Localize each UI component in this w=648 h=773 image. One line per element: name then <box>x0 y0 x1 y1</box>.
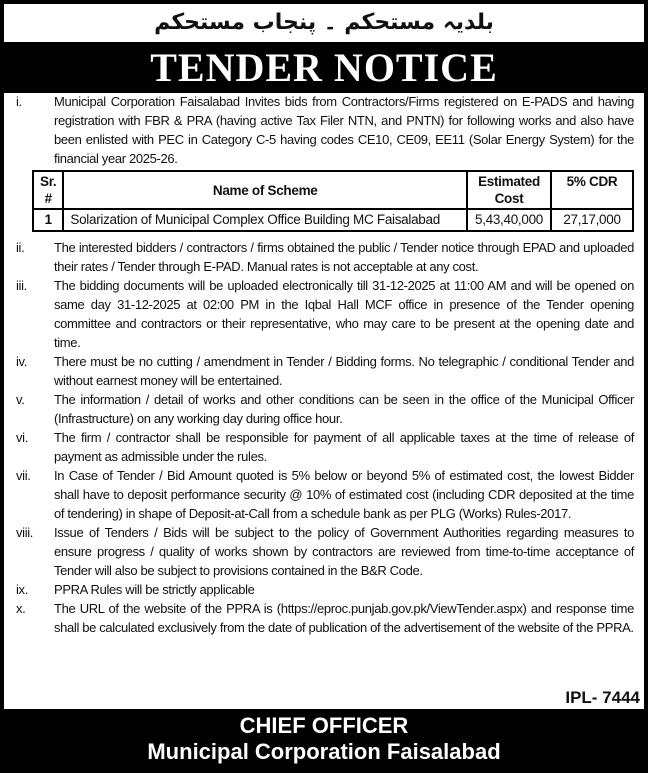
cell-sr: 1 <box>33 209 63 231</box>
clause-number: iv. <box>16 354 27 369</box>
header-name: Name of Scheme <box>63 171 467 209</box>
clause-number: i. <box>16 94 22 109</box>
header-sr: Sr. # <box>33 171 63 209</box>
clause-number: ix. <box>16 582 28 597</box>
clause-number: v. <box>16 392 25 407</box>
header-cdr: 5% CDR <box>551 171 633 209</box>
notice-title: TENDER NOTICE <box>4 42 644 93</box>
clause-number: viii. <box>16 525 34 540</box>
cell-cdr: 27,17,000 <box>551 209 633 231</box>
table-header-row <box>33 171 633 209</box>
clause-ii <box>4 238 644 276</box>
clause-number: iii. <box>16 278 27 293</box>
clause-text: The bidding documents will be uploaded electronically till 31-12-2025 at 11:00 AM and will be opened on same day 31-12-2025 at 02:00 PM in the Iqbal Hall MCF office in presence of the Tender opening committee and contractors or their representative, who may care to be present at the opening date and time. <box>54 278 634 350</box>
clause-i <box>4 92 644 168</box>
signature-block <box>4 709 644 769</box>
reference-number: IPL- 7444 <box>565 688 640 707</box>
clause-viii <box>4 523 644 580</box>
cell-cost: 5,43,40,000 <box>467 209 551 231</box>
notice-body <box>4 92 644 707</box>
clause-number: ii. <box>16 240 25 255</box>
clause-number: vi. <box>16 430 28 445</box>
clause-text: The firm / contractor shall be responsible for payment of all applicable taxes at the time of release of payment as admissible under the rules. <box>54 430 634 464</box>
scheme-table <box>32 170 634 232</box>
clause-number: x. <box>16 601 26 616</box>
clause-x <box>4 599 644 637</box>
urdu-slogan: بلدیہ مستحکم ۔ پنجاب مستحکم <box>154 10 494 35</box>
clause-text: The information / detail of works and other conditions can be seen in the office of the Municipal Officer (Infrastructure) on any working day during office hour. <box>54 392 634 426</box>
clause-v <box>4 390 644 428</box>
table-row <box>33 209 633 231</box>
clause-vii <box>4 466 644 523</box>
cell-name: Solarization of Municipal Complex Office Building MC Faisalabad <box>63 209 467 231</box>
clause-text: There must be no cutting / amendment in Tender / Bidding forms. No telegraphic / conditional Tender and without earnest money will be entertained. <box>54 354 634 388</box>
clause-iii <box>4 276 644 352</box>
signatory-organization: Municipal Corporation Faisalabad <box>147 739 501 764</box>
clause-text: In Case of Tender / Bid Amount quoted is 5% below or beyond 5% of estimated cost, the lowest Bidder shall have to deposit performance security @ 10% of estimated cost (including CDR deposited at the time of tendering) in shape of Deposit-at-Call from a schedule bank as per PLG (Works) Rules-2017. <box>54 468 634 521</box>
clause-ix <box>4 580 644 599</box>
clause-vi <box>4 428 644 466</box>
clause-text: Issue of Tenders / Bids will be subject to the policy of Government Authorities regarding measures to ensure progress / quality of works shown by contractors are reviewed from time-to-time acceptance of Tender will also be subject to provisions contained in the B&R Code. <box>54 525 634 578</box>
clause-number: vii. <box>16 468 31 483</box>
clause-text: Municipal Corporation Faisalabad Invites bids from Contractors/Firms registered on E-PADS and having registration with FBR & PRA (having active Tax Filer NTN, and PNTN) for following works and also have been enlisted with PEC in Category C-5 having codes CE10, CE09, EE11 (Solar Energy System) for the financial year 2025-26. <box>54 94 634 166</box>
header-cost: Estimated Cost <box>467 171 551 209</box>
clause-text: PPRA Rules will be strictly applicable <box>54 582 255 597</box>
clause-text: The URL of the website of the PPRA is (https://eproc.punjab.gov.pk/ViewTender.aspx) and response time shall be calculated exclusively from the date of publication of the advertisement of the website of the PPRA. <box>54 601 634 635</box>
signatory-title: CHIEF OFFICER <box>239 713 409 738</box>
clause-text: The interested bidders / contractors / firms obtained the public / Tender notice through EPAD and uploaded their rates / Tender through E-PAD. Manual rates is not acceptable at any cost. <box>54 240 634 274</box>
clause-iv <box>4 352 644 390</box>
